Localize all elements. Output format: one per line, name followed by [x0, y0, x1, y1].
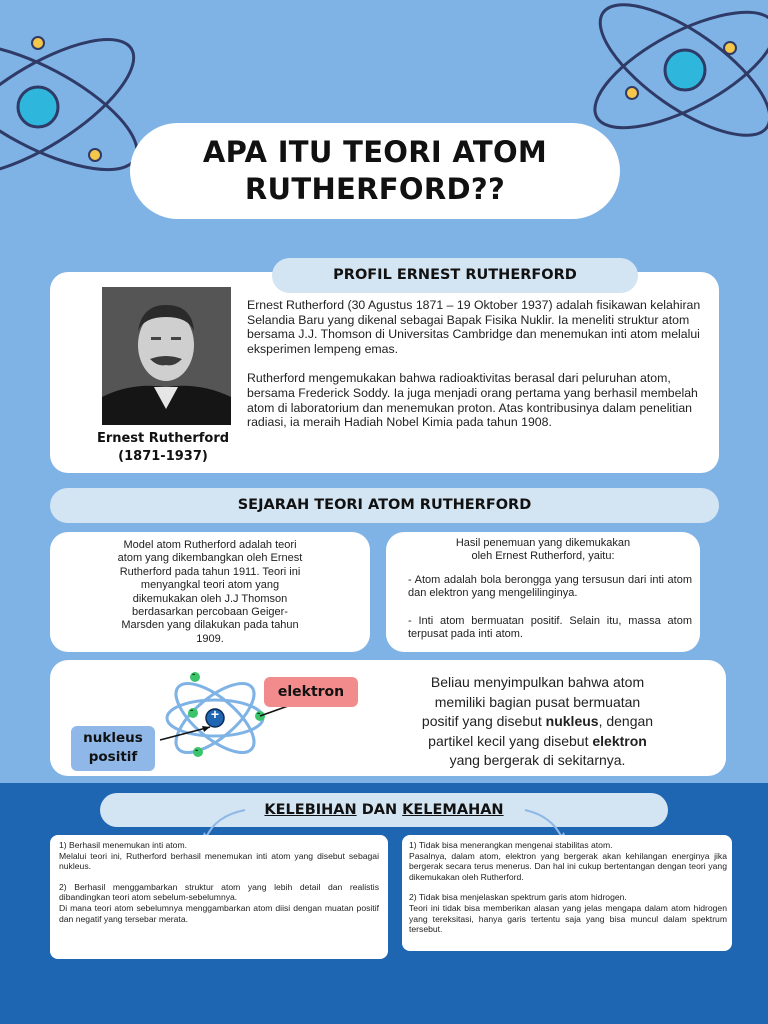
history-right-intro: Hasil penemuan yang dikemukakan oleh Ernest Rutherford, yaitu:: [455, 537, 631, 563]
portrait-icon: [102, 287, 231, 425]
electron-label: elektron: [264, 677, 358, 707]
title-card: [130, 123, 620, 219]
advantages-text: [59, 840, 379, 924]
conclusion-text-1: Beliau menyimpulkan bahwa atom memiliki bagian pusat bermuatan positif yang disebut: [421, 674, 645, 729]
profile-paragraph-1: Ernest Rutherford (30 Agustus 1871 – 19 Oktober 1937) adalah fisikawan kelahiran Selandia Baru yang dikenal sebagai Bapak Fisika Nuklir. Ia meneliti struktur atom bersama J.J. Thomson di Universitas Cambridge dan menemukan inti atom melalui eksperimen lempeng emas.: [247, 298, 701, 356]
profile-heading: PROFIL ERNEST RUTHERFORD: [272, 258, 638, 293]
history-right-card: [386, 532, 700, 652]
heading-kelemahan: KELEMAHAN: [402, 802, 504, 818]
atom-decoration-right-icon: [580, 0, 768, 150]
history-right-point-1: - Atom adalah bola berongga yang tersusun dari inti atom dan elektron yang mengelilinginya.: [408, 574, 692, 600]
history-heading: SEJARAH TEORI ATOM RUTHERFORD: [50, 488, 719, 523]
history-right-point-2: - Inti atom bermuatan positif. Selain itu, massa atom terpusat pada inti atom.: [408, 615, 692, 641]
disadvantage-2: 2) Tidak bisa menjelaskan spektrum garis atom hidrogen. Teori ini tidak bisa memberikan alasan yang jelas mengapa dalam atom hidrogen yang tereksitasi, hanya garis tertentu saja yang bisa muncul dalam spektrum tersebut.: [409, 892, 727, 935]
page-title: APA ITU TEORI ATOM RUTHERFORD??: [202, 135, 548, 206]
conclusion-bold-electron: elektron: [592, 732, 647, 749]
electron-minus-4: -: [195, 745, 199, 756]
advantage-2: 2) Berhasil menggambarkan struktur atom yang lebih detail dan realistis dibandingkan teori atom sebelum-sebelumnya. Di mana teori atom sebelumnya menggambarkan atom diisi dengan muatan positif dan negatif yang tersebar merata.: [59, 881, 379, 924]
nucleus-plus-sign: +: [210, 706, 220, 722]
rutherford-photo: [102, 287, 231, 425]
profile-paragraph-2: Rutherford mengemukakan bahwa radioaktivitas berasal dari peluruhan atom, bersama Frederick Soddy. Ia juga menjadi orang pertama yang berhasil membelah atom di laboratorium dan menemukan proton. Atas kontribusinya dalam penelitian radiasi, ia meraih Hadiah Nobel Kimia pada tahun 1908.: [247, 371, 698, 430]
heading-dan: DAN: [356, 802, 403, 818]
electron-minus-2: -: [190, 705, 194, 716]
advantages-card: [50, 835, 388, 959]
conclusion-text-2: , dengan partikel kecil yang disebut: [428, 713, 654, 749]
history-left-card: [50, 532, 370, 652]
advantage-1: 1) Berhasil menemukan inti atom. Melalui teori ini, Rutherford berhasil menemukan inti atom yang disebut sebagai nukleus.: [59, 840, 379, 872]
disadvantages-card: [402, 835, 732, 951]
conclusion-bold-nucleus: nukleus: [545, 713, 599, 729]
diagram-conclusion: [365, 673, 710, 771]
disadvantages-text: [409, 840, 727, 935]
profile-text: [247, 298, 713, 430]
heading-kelebihan: KELEBIHAN: [264, 802, 357, 818]
nucleus-label: nukleus positif: [71, 726, 155, 771]
electron-minus-1: -: [192, 669, 196, 680]
conclusion-text-3: yang bergerak di sekitarnya.: [449, 752, 626, 768]
disadvantage-1: 1) Tidak bisa menerangkan mengenai stabilitas atom. Pasalnya, dalam atom, elektron yang bergerak akan kehilangan energinya jika bergerak secara terus menerus. Dan hal ini cukup bertentangan dengan teori yang dikemukakan oleh Rutherford.: [409, 840, 727, 882]
photo-caption: Ernest Rutherford (1871-1937): [96, 431, 230, 464]
history-left-text: Model atom Rutherford adalah teori atom yang dikembangkan oleh Ernest Rutherford pada tahun 1911. Teori ini menyangkal teori atom yang dikemukakan oleh J.J Thomson berdasarkan percobaan Geiger- Marsden yang dilakukan pada tahun 1909.: [117, 539, 303, 645]
electron-minus-3: -: [257, 708, 261, 719]
